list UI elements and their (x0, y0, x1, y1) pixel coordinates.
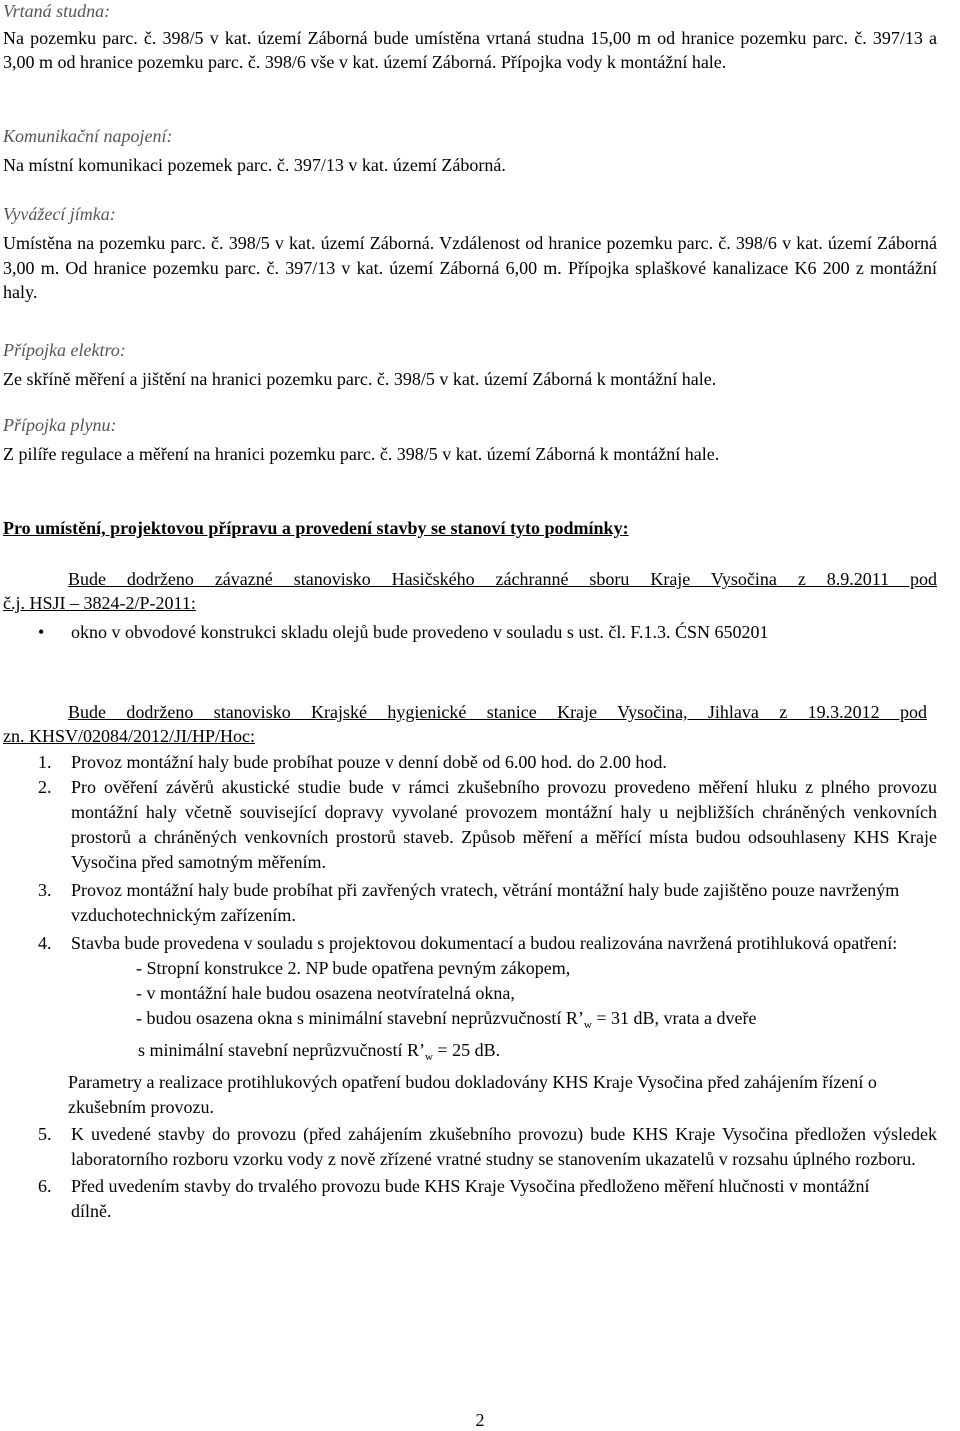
hygiene-list (3, 750, 937, 956)
list-item-text: K uvedené stavby do provozu (před zahájením zkušebního provozu) bude KHS Kraje Vysočina předložen výsledek laboratorního rozboru vzorku vody z nově zřízené vratné studny se stanovením ukazatelů v rozsahu úplného rozboru. (71, 1124, 937, 1169)
list-item (3, 1174, 937, 1224)
measure-text: = 25 dB. (432, 1040, 501, 1060)
section-text: Ze skříně měření a jištění na hranici pozemku parc. č. 398/5 v kat. území Záborná k montážní hale. (3, 369, 717, 389)
measure-line: - Stropní konstrukce 2. NP bude opatřena pevným zákopem, (136, 958, 571, 978)
measure-text: = 31 dB, vrata a dveře (591, 1008, 757, 1028)
hygiene-intro-line1: Bude dodrženo stanovisko Krajské hygienické stanice Kraje Vysočina, Jihlava z 19.3.2012 pod (68, 702, 927, 722)
page-number: 2 (475, 1410, 485, 1430)
bullet-icon: • (38, 622, 45, 642)
section-pit (3, 204, 937, 305)
list-item-number: 1. (38, 752, 52, 772)
noise-measures (3, 956, 937, 1070)
section-text: Z pilíře regulace a měření na hranici pozemku parc. č. 398/5 v kat. území Záborná k montážní hale. (3, 444, 720, 464)
list-item-text: Před uvedením stavby do trvalého provozu bude KHS Kraje Vysočina předloženo měření hlučnosti v montážní dílně. (71, 1176, 870, 1221)
list-item (3, 620, 937, 645)
hygiene-statement (3, 700, 937, 1224)
list-item (3, 750, 937, 775)
hygiene-list-b (3, 1122, 937, 1224)
list-item-number: 3. (38, 880, 52, 900)
list-item-text: okno v obvodové konstrukci skladu olejů bude provedeno v souladu s ust. čl. F.1.3. ĆSN 650201 (71, 622, 769, 642)
fire-statement (3, 567, 937, 645)
section-electric (3, 340, 937, 392)
list-item (3, 1122, 937, 1172)
list-item-text: Provoz montážní haly bude probíhat při zavřených vratech, větrání montážní haly bude zajištěno pouze navrženým vzduchotechnickým zařízením. (71, 880, 900, 925)
fire-intro-line2 (3, 591, 937, 615)
section-text: Na místní komunikaci pozemek parc. č. 397/13 v kat. území Záborná. (3, 155, 506, 175)
section-text: Umístěna na pozemku parc. č. 398/5 v kat. území Záborná. Vzdálenost od hranice pozemku parc. č. 398/6 v kat. území Záborná 3,00 m. Od hranice pozemku parc. č. 397/13 v kat. území Záborná 6,00 m. Přípojka splaškové kanalizace K6 200 z montážní haly. (3, 233, 937, 302)
subscript: w (583, 1019, 592, 1031)
fire-intro-line2-text: č.j. HSJI – 3824-2/P-2011: (3, 593, 196, 613)
list-item-number: 4. (38, 933, 52, 953)
list-item-number: 6. (38, 1176, 52, 1196)
hygiene-intro-line2-text: zn. KHSV/02084/2012/JI/HP/Hoc: (3, 726, 255, 746)
list-item-text: Pro ověření závěrů akustické studie bude v rámci zkušebního provozu provedeno měření hluku z plného provozu montážní haly včetně související dopravy vyvolané provozem montážní haly u nejbližších chráněných venkovních prostorů a chráněných venkovních prostorů staveb. Způsob měření a měřící místa budou odsouhlaseny KHS Kraje Vysočina před samotným měřením. (71, 777, 937, 872)
subscript: w (424, 1051, 433, 1063)
fire-intro-line1: Bude dodrženo závazné stanovisko Hasičského záchranné sboru Kraje Vysočina z 8.9.2011 pod (68, 569, 937, 589)
list-item (3, 775, 937, 875)
list-item (3, 931, 937, 956)
list-item-number: 5. (38, 1124, 52, 1144)
section-heading: Komunikační napojení: (3, 126, 173, 146)
params-text: Parametry a realizace protihlukových opatření budou dokladovány KHS Kraje Vysočina před zahájením řízení o zkušebním provozu. (68, 1072, 877, 1117)
section-heading: Vyvážecí jímka: (3, 204, 116, 224)
list-item-number: 2. (38, 777, 52, 797)
measure-line: - v montážní hale budou osazena neotvíratelná okna, (136, 983, 515, 1003)
hygiene-intro-line2 (3, 724, 937, 748)
list-item-text: Provoz montážní haly bude probíhat pouze v denní době od 6.00 hod. do 2.00 hod. (71, 752, 667, 772)
measure-line (3, 1038, 937, 1070)
section-heading: Vrtaná studna: (3, 1, 111, 21)
section-gas (3, 415, 937, 467)
measure-text: - budou osazena okna s minimální stavební neprůzvučností R’ (136, 1008, 584, 1028)
measure-text: s minimální stavební neprůzvučností R’ (138, 1040, 425, 1060)
section-text: Na pozemku parc. č. 398/5 v kat. území Záborná bude umístěna vrtaná studna 15,00 m od hranice pozemku parc. č. 397/13 a 3,00 m od hranice pozemku parc. č. 398/6 vše v kat. území Záborná. Přípojka vody k montážní hale. (3, 28, 937, 72)
list-item-text: Stavba bude provedena v souladu s projektovou dokumentací a budou realizována navržená protihluková opatření: (71, 933, 898, 953)
section-well (3, 1, 937, 74)
measure-line (3, 1006, 937, 1038)
conditions-title: Pro umístění, projektovou přípravu a provedení stavby se stanoví tyto podmínky: (3, 518, 629, 538)
list-item (3, 878, 937, 928)
section-heading: Přípojka elektro: (3, 340, 126, 360)
section-road (3, 126, 937, 178)
section-heading: Přípojka plynu: (3, 415, 117, 435)
